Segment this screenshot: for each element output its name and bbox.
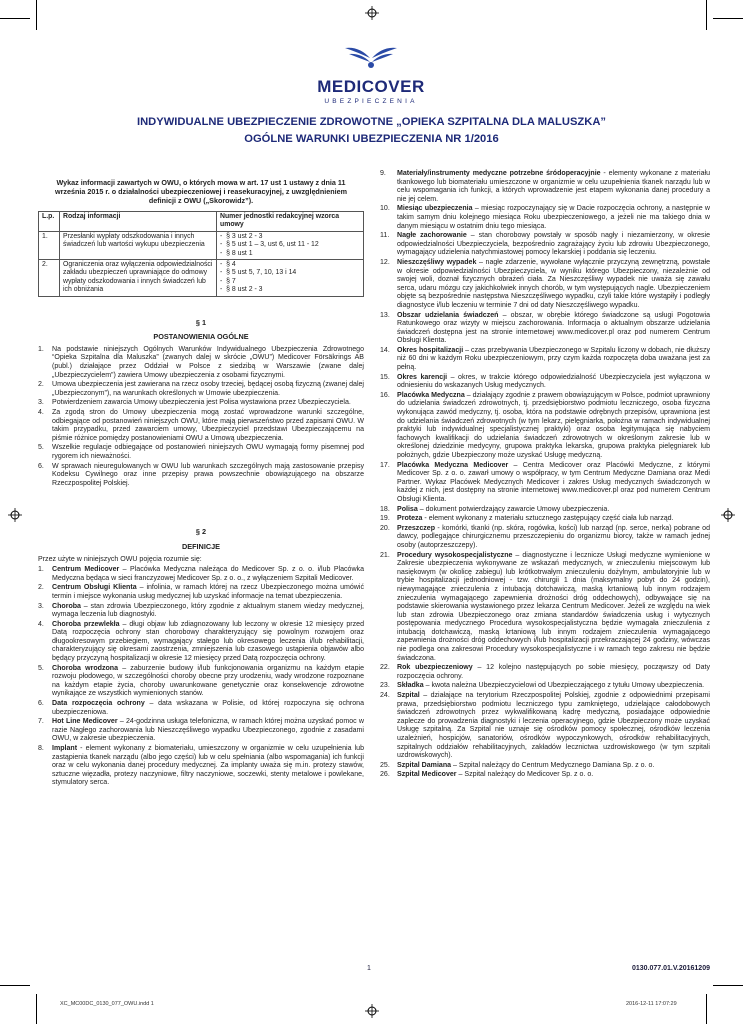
table-header: Rodzaj informacji bbox=[60, 212, 217, 232]
list-item: 12. Nieszczęśliwy wypadek – nagłe zdarzenie, wywołane wyłącznie przyczyną zewnętrzną, powstałe w okresie odpowiedzialności Ubezpieczyciela, w wyniku którego Ubezpieczony, niezależnie od swojej woli, doznał fizycznych obrażeń ciała. Za Nieszczęśliwy wypadek nie uważa się zawału serca, udaru mózgu czy jakichkolwiek innych chorób, w tym występujących nagle. Ubezpieczeniem objęte są bezpośrednie następstwa Nieszczęśliwego wypadku, czyli takie które wystąpiły i podległy diagnostyce i/lub leczeniu w terminie 7 dni od daty Nieszczęśliwego wypadku. bbox=[380, 258, 710, 309]
list-item: 17. Placówka Medyczna Medicover – Centra Medicover oraz Placówki Medyczne, z którymi Medicover Sp. z o. o. zawarł umowy o współpracy, w tym Centrum Medyczne Damiana oraz Medi Partner. Wykaz Placówek Medycznych Medicover i zakres Usług medycznych świadczonych w każdej z nich, jest dostępny na stronie internetowej www.medicover.pl oraz pod numerem Centrum Obsługi Klienta. bbox=[380, 461, 710, 503]
medicover-logo bbox=[305, 44, 437, 105]
list-item: 9. Materiały/instrumenty medyczne potrzebne śródoperacyjnie - elementy wykonane z materiału tkankowego lub biomateriału umieszczone w organizmie w celu uzupełnienia tkanek narządu lub w celu wspomagania ich funkcji, a których wprowadzenie jest etapem wykonania danej procedury a nie jej celem. bbox=[380, 170, 710, 203]
section-heading: DEFINICJE bbox=[181, 541, 221, 551]
definitions-lead: Przez użyte w niniejszych OWU pojęcia rozumie się: bbox=[38, 555, 202, 563]
list-item: 11. Nagłe zachorowanie – stan chorobowy powstały w sposób nagły i niezamierzony, w okresie odpowiedzialności Ubezpieczyciela, bezpośrednio zagrażający życiu lub zdrowiu Ubezpieczonego, wymagający udzielenia natychmiastowej pomocy lekarskiej i poddania się leczeniu. bbox=[380, 232, 711, 257]
list-item: 6. W sprawach nieuregulowanych w OWU lub warunkach szczególnych mają zastosowanie przepisy Kodeksu Cywilnego oraz inne przepisy prawa powszechnie obowiązującego na obszarze Rzeczpospolitej Polskiej. bbox=[38, 462, 364, 487]
list-item: 26. Szpital Medicover – Szpital należący do Medicover Sp. z o. o. bbox=[380, 771, 594, 779]
registration-mark-icon bbox=[365, 6, 379, 20]
list-item: 5. Choroba wrodzona – zaburzenie budowy i/lub funkcjonowania organizmu na każdym etapie rozwoju płodowego, w szczególności choroby obecne przy urodzeniu, wady wrodzone rozpoznane na każdym etapie życia, choroby uwarunkowane genetycznie oraz konsekwencje zdrowotne wynikające ze wszystkich wymienionych stanów. bbox=[38, 664, 364, 698]
medicover-wings-icon bbox=[341, 44, 401, 70]
brand-name: MEDICOVER bbox=[317, 77, 425, 96]
list-item: 19. Proteza - element wykonany z materiału sztucznego zastępujący część ciała lub narząd. bbox=[380, 515, 674, 523]
table-cell bbox=[217, 231, 364, 259]
ref-item: - § 4 bbox=[220, 261, 236, 269]
ref-item: - § 3 ust 2 - 3 bbox=[220, 232, 263, 240]
table-cell: Przesłanki wypłaty odszkodowania i innych świadczeń lub wartości wykupu ubezpieczenia bbox=[60, 231, 217, 259]
table-cell: Ograniczenia oraz wyłączenia odpowiedzialności zakładu ubezpieczeń uprawniające do odmowy wypłaty odszkodowania i innych świadczeń lub ich obniżania bbox=[60, 260, 217, 297]
table-header: Numer jednostki redakcyjnej wzorca umowy bbox=[217, 212, 364, 232]
crop-mark bbox=[706, 994, 707, 1024]
list-item: 1. Centrum Medicover – Placówka Medyczna należąca do Medicover Sp. z o. o. i/lub Placówka Medyczna będąca w sieci franczyzowej Medicover Sp. z o. o., z wyłączeniem Szpitali Medicover. bbox=[38, 566, 364, 582]
table-header: L.p. bbox=[39, 212, 60, 232]
list-item: 1. Na podstawie niniejszych Ogólnych Warunków Indywidualnego Ubezpieczenia Zdrowotnego “Opieka Szpitalna dla Maluszka” (zwanych dalej w skrócie „OWU”) Medicover Försäkrings AB (publ.) działające przez Oddział w Polsce z siedzibą w Warszawie (zwane dalej „Ubezpieczycielem”) zawiera Umowy ubezpieczenia z osobami fizycznymi. bbox=[38, 345, 364, 379]
list-item: 15. Okres karencji – okres, w trakcie którego odpowiedzialność Ubezpieczyciela jest wyłączona w odniesieniu do wskazanych Usług medycznych. bbox=[380, 373, 711, 390]
table-cell: 2. bbox=[39, 260, 60, 297]
list-item: 21. Procedury wysokospecjalistyczne – diagnostyczne i lecznicze Usługi medyczne wymienione w Zakresie ubezpieczenia wykonywane ze wskazań medycznych, w znieczuleniu miejscowym lub nasiękowym (w okolicę zabiegu) lub krótkotrwałym znieczuleniu dożylnym, ambulatoryjnie lub w trybie hospitalizacji jednodniowej - tzw. chirurgii 1 dnia (maksymalny pobyt do 24 godzin), niewymagające znieczulenia z intubacją dotchawiczą, maską krtaniową lub innym rodzajem znieczulenia wymagającego zapewnienia drożności dróg oddechowych), odbywające się na podstawie skierowania wystawionego przez lekarza Centrum Medicover. Jeżeli ze względu na wiek lub stan zdrowia Ubezpieczonego oraz zmiana standardów świadczenia usług i wytycznych postępowania medycznego Procedura wysokospecjalistyczna będzie wymagała znieczulenia z intubacją dotchawiczą, maską krtaniową lub innym rodzajem znieczulenia wymagającego zapewnienia drożności dróg oddechowych i/lub hospitalizacji przekraczającej 24 godziny, wówczas nie podlega ona zakresowi Procedury wysokospecjalistyczne i w ramach tego zakresu nie będzie świadczona. bbox=[380, 551, 710, 662]
list-item: 13. Obszar udzielania świadczeń – obszar, w obrębie którego świadczone są usługi Pogotowia Ratunkowego oraz wizyty w miejscu zachorowania. Informacja o aktualnym obszarze udzielania świadczeń dostępna jest na stronie internetowej www.medicover.pl oraz pod numerem Centrum Obsługi Klienta. bbox=[380, 311, 711, 345]
list-item: 5. Wszelkie regulacje odbiegające od postanowień niniejszych OWU wymagają formy pisemnej pod rygorem ich nieważności. bbox=[38, 444, 364, 460]
list-item: 23. Składka – kwota należna Ubezpieczycielowi od Ubezpieczającego z tytułu Umowy ubezpieczenia. bbox=[380, 682, 705, 690]
crop-mark bbox=[0, 985, 30, 986]
list-item: 3. Choroba – stan zdrowia Ubezpieczonego, który zgodnie z aktualnym stanem wiedzy medycznej, wymaga leczenia lub diagnostyki. bbox=[38, 602, 364, 619]
list-item: 8. Implant - element wykonany z biomateriału, umieszczony w organizmie w celu uzupełnienia lub zastąpienia tkanek narządu (albo jego części) lub w celu spełniania (albo wspomagania) ich funkcji oraz w celu wykonania danej procedury medycznej. Za implanty uważa się m.in. protezy stawów, sztuczne więzadła, protezy naczyniowe, filtry naczyniowe, soczewki, stenty metalowe i powlekane, stymulatory serca. bbox=[38, 745, 364, 787]
list-item: 4. Za zgodą stron do Umowy ubezpieczenia mogą zostać wprowadzone warunki szczególne, odbiegające od postanowień niniejszych OWU, które mają pierwszeństwo przed zapisami OWU. W takim przypadku, przed zawarciem umowy, Ubezpieczyciel przedstawi Ubezpieczającemu na piśmie różnice pomiędzy postanowieniami OWU a Umową ubezpieczenia. bbox=[38, 409, 364, 442]
table-cell: 1. bbox=[39, 231, 60, 259]
section-heading: POSTANOWIENIA OGÓLNE bbox=[153, 332, 249, 342]
slug-date: 2016-12-11 17:07:29 bbox=[626, 1001, 677, 1007]
list-item: 25. Szpital Damiana – Szpital należący do Centrum Medycznego Damiana Sp. z o. o. bbox=[380, 761, 655, 769]
s1-list bbox=[38, 346, 364, 489]
right-column bbox=[380, 170, 710, 781]
table-cell bbox=[217, 260, 364, 297]
document-code: 0130.077.01.V.20161209 bbox=[632, 965, 710, 972]
crop-mark bbox=[706, 0, 707, 30]
registration-mark-icon bbox=[365, 1004, 379, 1018]
list-item: 16. Placówka Medyczna – działający zgodnie z prawem obowiązującym w Polsce, podmiot uprawniony do udzielania świadczeń zdrowotnych, tj. przedsiębiorstwo podmiotu leczniczego, osoba fizyczna wykonująca zawód medyczny, tj. osoba, która na podstawie odrębnych przepisów, uprawniona jest do udzielania świadczeń zdrowotnych (w tym lekarz, pielęgniarka, położna w ramach indywidualnej praktyki lub indywidualnej specjalistycznej praktyki) oraz osoba legitymująca się nabyciem fachowych kwalifikacji do udzielania świadczeń zdrowotnych w określonym zakresie lub w określonej dziedzinie medycyny, grupowa praktyka lekarska, grupowa praktyka pielęgniarek lub położnych, gdzie Ubezpieczony może uzyskać Usługę medyczną. bbox=[380, 391, 710, 459]
brand-sub: UBEZPIECZENIA bbox=[324, 98, 418, 105]
section-number: § 2 bbox=[195, 527, 207, 537]
left-column bbox=[38, 178, 364, 789]
intro-text: Wykaz informacji zawartych w OWU, o których mowa w art. 17 ust 1 ustawy z dnia 11 września 2015 r. o działalności ubezpieczeniowej i reasekuracyjnej, z uwzględnieniem definicji z OWU („Skorowidz”). bbox=[54, 178, 347, 205]
table-header-row bbox=[39, 212, 364, 232]
crop-mark bbox=[36, 0, 37, 30]
ref-item: - § 8 ust 1 bbox=[220, 249, 253, 257]
definitions-list-continued bbox=[380, 170, 710, 780]
list-item: 2. Umowa ubezpieczenia jest zawierana na rzecz osoby trzeciej, będącej osobą fizyczną (zwanej dalej „Ubezpieczonym”), na warunkach określonych w Umowie ubezpieczenia. bbox=[38, 381, 364, 397]
list-item: 4. Choroba przewlekła – długi objaw lub zdiagnozowany lub leczony w okresie 12 miesięcy przed Datą rozpoczęcia ochrony stan chorobowy charakteryzujący się powolnym rozwojem oraz długookresowym przebiegiem, wymagający stałego lub okresowego leczenia i/lub rehabilitacji, charakteryzujący się okresami zaostrzenia, zmniejszenia lub czasowego ustąpienia objawów albo będący przyczyną hospitalizacji w okresie 12 miesięcy przed Datą rozpoczęcia ochrony. bbox=[38, 620, 364, 663]
list-item: 10. Miesiąc ubezpieczenia – miesiąc rozpoczynający się w Dacie rozpoczęcia ochrony, a następnie w takim samym dniu kolejnego miesiąca Roku ubezpieczeniowego, a jeżeli nie ma takiego dnia w danym miesiącu w ostatnim dniu tego miesiąca. bbox=[380, 205, 710, 230]
list-item: 3. Potwierdzeniem zawarcia Umowy ubezpieczenia jest Polisa wystawiona przez Ubezpieczyciela. bbox=[38, 399, 351, 407]
list-item: 22. Rok ubezpieczeniowy – 12 kolejno następujących po sobie miesięcy, począwszy od Daty rozpoczęcia ochrony. bbox=[380, 664, 710, 680]
list-item: 6. Data rozpoczęcia ochrony – data wskazana w Polisie, od której rozpoczyna się ochrona ubezpieczeniowa. bbox=[38, 700, 365, 716]
registration-mark-icon bbox=[8, 508, 22, 522]
ref-item: - § 8 ust 2 - 3 bbox=[220, 286, 263, 294]
list-item: 14. Okres hospitalizacji – czas przebywania Ubezpieczonego w Szpitalu liczony w dobach, nie dłuższy niż 60 dni w każdym Roku ubezpieczeniowym, przy czym każda rozpoczęta doba uważana jest za pełną. bbox=[380, 346, 710, 372]
table-row bbox=[39, 231, 364, 259]
ref-item: - § 7 bbox=[220, 277, 236, 285]
ref-item: - § 5 ust 5, 7, 10, 13 i 14 bbox=[220, 269, 297, 277]
crop-mark bbox=[713, 18, 743, 19]
s2-list bbox=[38, 566, 364, 788]
table-row bbox=[39, 260, 364, 297]
ref-item: - § 5 ust 1 – 3, ust 6, ust 11 - 12 bbox=[220, 241, 319, 249]
document-title: INDYWIDUALNE UBEZPIECZENIE ZDROWOTNE „OPIEKA SZPITALNA DLA MALUSZKA” bbox=[136, 116, 607, 128]
document-subtitle: OGÓLNE WARUNKI UBEZPIECZENIA NR 1/2016 bbox=[244, 133, 499, 145]
list-item: 24. Szpital – działające na terytorium Rzeczpospolitej Polskiej, zgodnie z odpowiednimi przepisami prawa, przedsiębiorstwo podmiotu leczniczego typu zamkniętego, udzielające całodobowych świadczeń zdrowotnych przez wykwalifikowaną kadrę medyczną, posiadające odpowiednie zaplecze do prowadzenia diagnostyki i leczenia operacyjnego, gdzie Ubezpieczony może uzyskać Usługę szpitalną. Za Szpital nie uznaje się ośrodków pomocy społecznej, ośrodków leczenia uzależnień, hospicjów, sanatoriów, ośrodków wypoczynkowych, ośrodków rehabilitacyjnych, szpitalnych oddziałów rehabilitacyjnych, zakładów lecznictwa uzdrowiskowego (w tym szpitali uzdrowiskowych). bbox=[380, 692, 710, 760]
crop-mark bbox=[0, 18, 30, 19]
page-number: 1 bbox=[367, 965, 371, 972]
crop-mark bbox=[36, 994, 37, 1024]
list-item: 18. Polisa – dokument potwierdzający zawarcie Umowy ubezpieczenia. bbox=[380, 505, 610, 513]
registration-mark-icon bbox=[721, 508, 735, 522]
slug-file: XC_MC00DC_0130_077_OWU.indd 1 bbox=[60, 1001, 154, 1007]
section-number: § 1 bbox=[195, 317, 207, 327]
list-item: 2. Centrum Obsługi Klienta – infolinia, w ramach której na rzecz Ubezpieczonego można umówić termin i miejsce wykonania usług medycznej lub uzyskać informacje na temat ubezpieczenia. bbox=[38, 584, 364, 600]
crop-mark bbox=[713, 985, 743, 986]
list-item: 7. Hot Line Medicover – 24-godzinna usługa telefoniczna, w ramach której można uzyskać pomoc w razie Nagłego zachorowania lub Nieszczęśliwego wypadku Ubezpieczonego, zgodnie z zasadami OWU, w zakresie ubezpieczenia. bbox=[38, 718, 364, 743]
info-table bbox=[38, 211, 364, 297]
list-item: 20. Przeszczep - komórki, tkanki (np. skóra, rogówka, kości) lub narząd (np. serce, nerka) pobrane od dawcy, podlegające chirurgicznemu przeszczepieniu do organizmu biorcy, także w ramach jednej osoby (autoprzeszczepy). bbox=[380, 524, 710, 549]
